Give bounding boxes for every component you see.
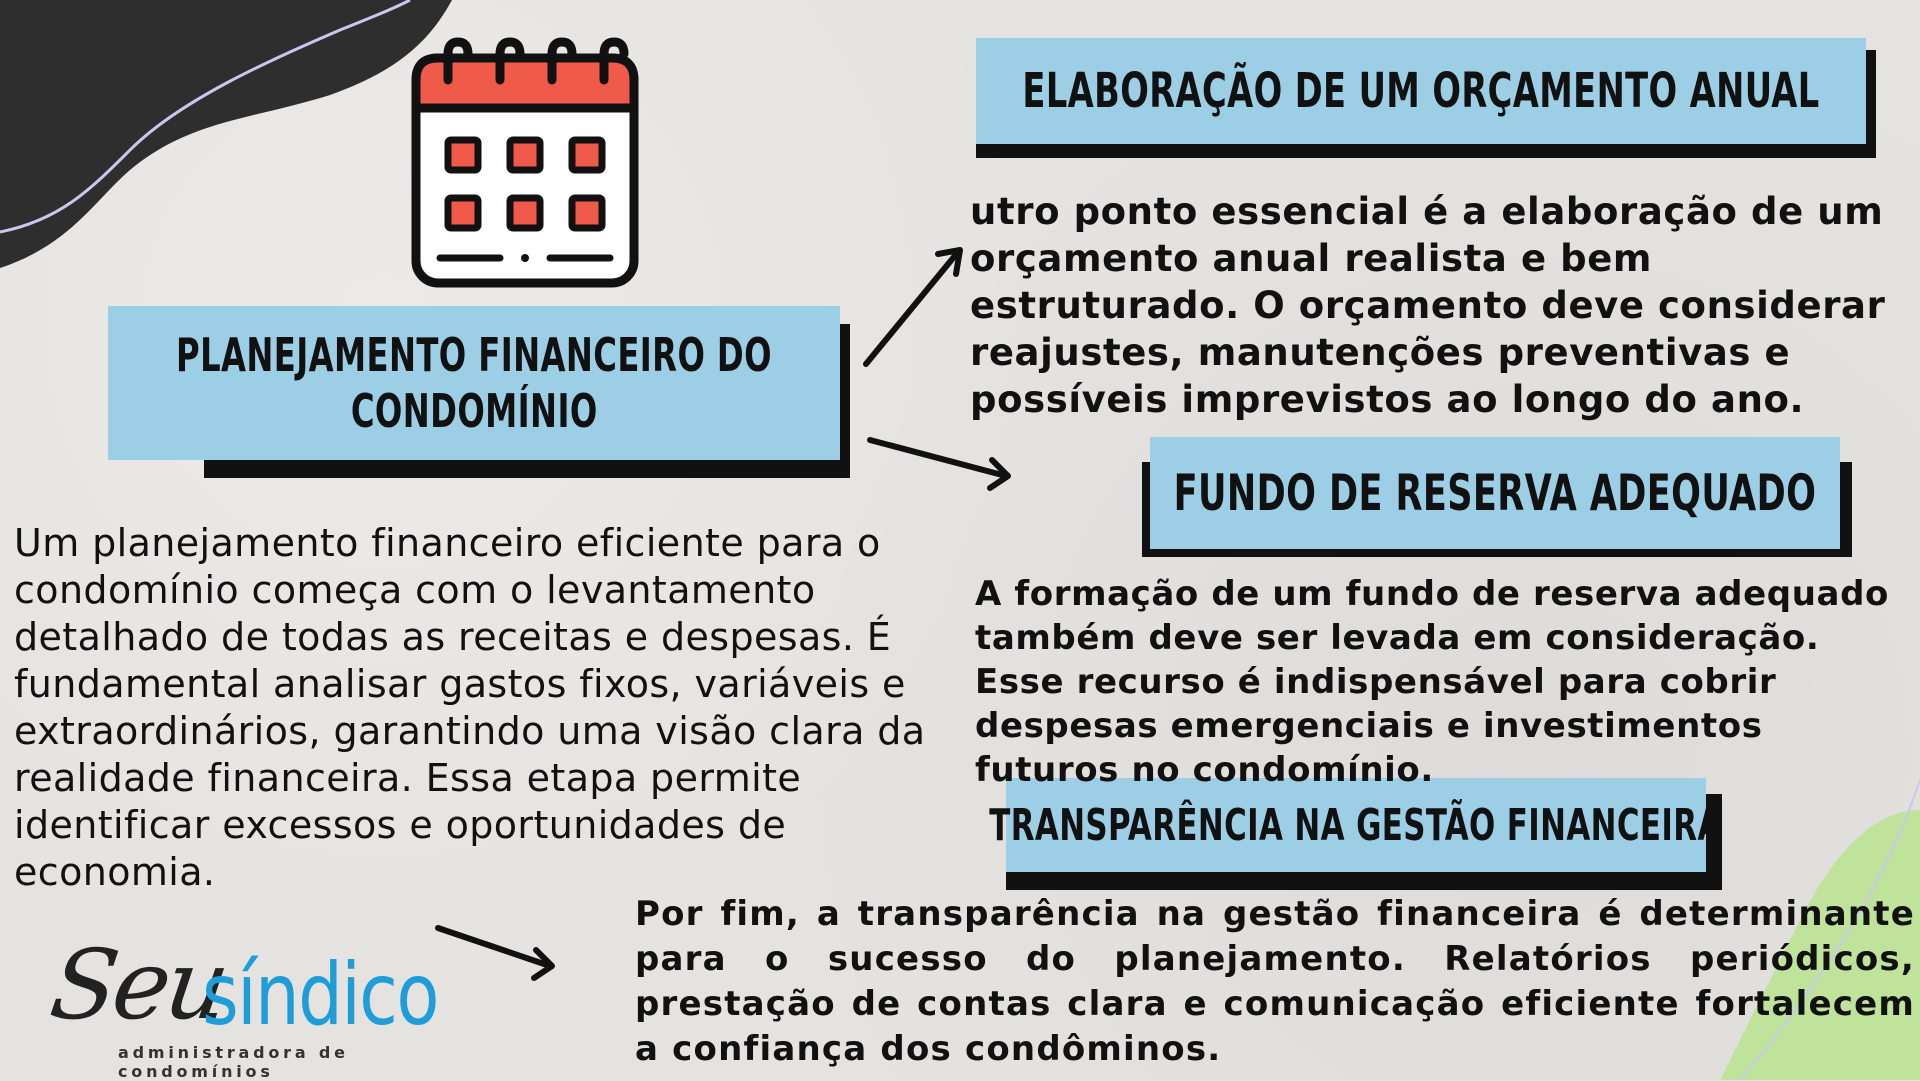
arrow-icon bbox=[866, 250, 960, 364]
main-title-line1: PLANEJAMENTO FINANCEIRO DO bbox=[176, 328, 772, 382]
section-title-1: ELABORAÇÃO DE UM ORÇAMENTO ANUAL bbox=[1022, 63, 1820, 119]
section-text-2: A formação de um fundo de reserva adequado também deve ser levada em consideração. Esse recurso é indispensável para cobrir despesas emergenciais e investimentos futuros no condomínio. bbox=[975, 574, 1889, 790]
section-title-2: FUNDO DE RESERVA ADEQUADO bbox=[1173, 464, 1817, 522]
section-text-3: Por fim, a transparência na gestão financeira é determinante para o sucesso do planejamento. Relatórios periódicos, prestação de contas clara e comunicação eficiente fortalecem a confiança dos condôminos. bbox=[635, 894, 1915, 1069]
arrow-icon bbox=[870, 440, 1008, 488]
company-logo bbox=[44, 929, 472, 1081]
logo-brand: síndico bbox=[202, 945, 438, 1045]
logo-tagline: administradora de condomínios bbox=[118, 1043, 349, 1081]
section-text-1: utro ponto essencial é a elaboração de um orçamento anual realista e bem estruturado. O orçamento deve considerar reajustes, manutenções preventivas e possíveis imprevistos ao longo do ano. bbox=[970, 190, 1886, 421]
logo-script: Seu bbox=[44, 929, 233, 1041]
intro-paragraph: Um planejamento financeiro eficiente para o condomínio começa com o levantamento detalhado de todas as receitas e despesas. É fundamental analisar gastos fixos, variáveis e extraordinários, garantindo uma visão clara da realidade financeira. Essa etapa permite identificar excessos e oportunidades de economia. bbox=[14, 521, 926, 894]
main-title-line2: CONDOMÍNIO bbox=[350, 384, 598, 438]
section-title-3: TRANSPARÊNCIA NA GESTÃO FINANCEIRA bbox=[989, 799, 1723, 851]
